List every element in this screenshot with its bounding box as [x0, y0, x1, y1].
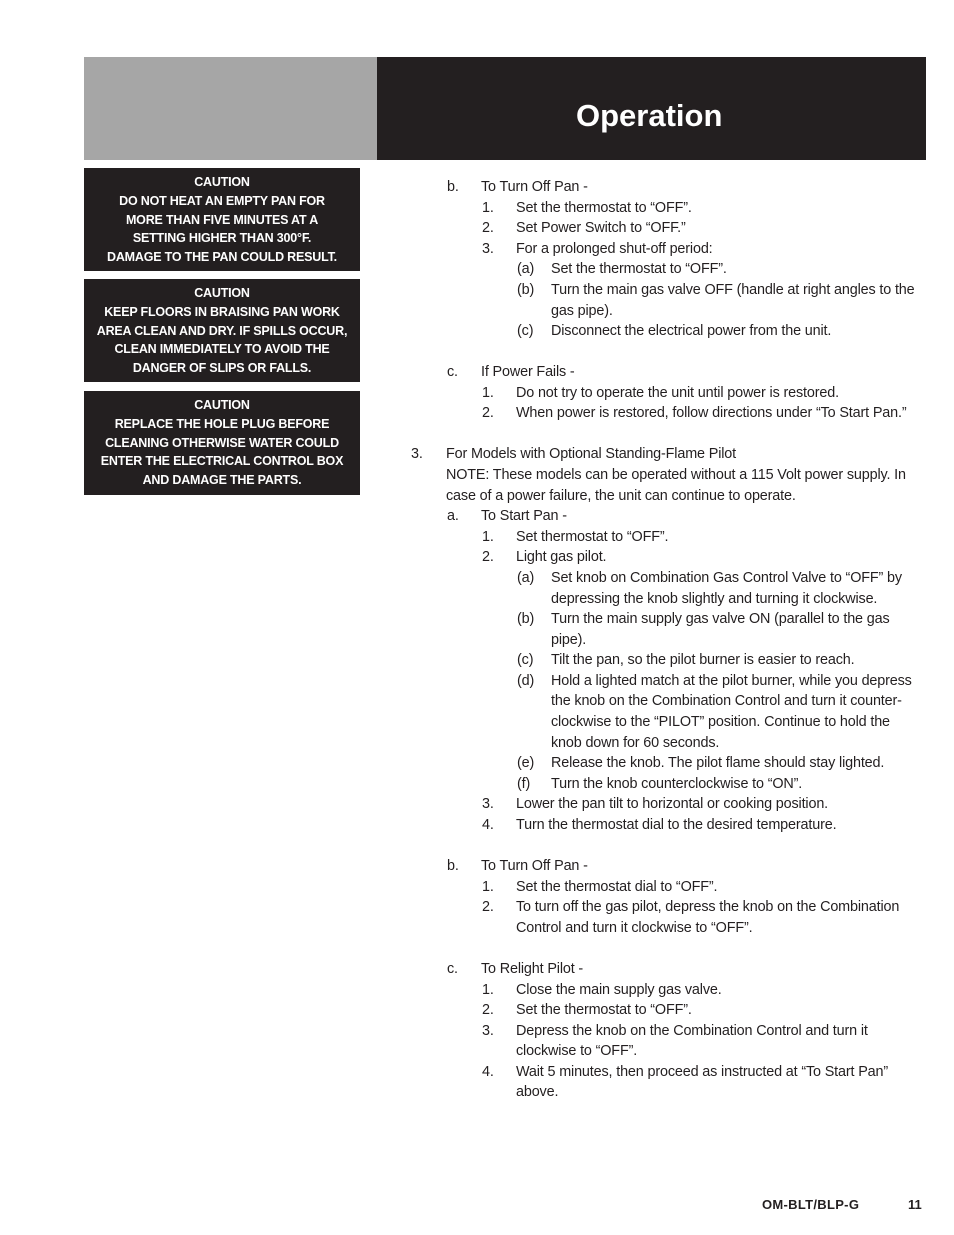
instruction-line: Turn the thermostat dial to the desired temperature. — [516, 817, 837, 833]
caution-line: CLEAN IMMEDIATELY TO AVOID THE — [114, 342, 330, 357]
instruction-line: Turn the main supply gas valve ON (parallel to the gas — [551, 611, 890, 627]
list-marker: 2. — [482, 405, 494, 421]
instruction-line: Light gas pilot. — [516, 549, 607, 565]
list-marker: c. — [447, 961, 458, 977]
list-marker: (b) — [517, 611, 535, 627]
list-marker: a. — [447, 508, 459, 524]
list-marker: 2. — [482, 220, 494, 236]
list-marker: b. — [447, 858, 459, 874]
instruction-line: above. — [516, 1084, 559, 1100]
instruction-line: Hold a lighted match at the pilot burner, while you depress — [551, 673, 912, 689]
instruction-line: Disconnect the electrical power from the unit. — [551, 323, 832, 339]
list-marker: 3. — [411, 446, 423, 462]
instruction-line: Close the main supply gas valve. — [516, 982, 722, 998]
instruction-line: knob down for 60 seconds. — [551, 735, 720, 751]
instruction-line: clockwise to the “PILOT” position. Continue to hold the — [551, 714, 890, 730]
caution-line: CLEANING OTHERWISE WATER COULD — [105, 435, 339, 450]
instruction-line: clockwise to “OFF”. — [516, 1043, 638, 1059]
list-marker: b. — [447, 179, 459, 195]
list-marker: 2. — [482, 899, 494, 915]
instruction-line: case of a power failure, the unit can continue to operate. — [446, 488, 796, 504]
caution-line: AND DAMAGE THE PARTS. — [142, 473, 302, 488]
instruction-line: Control and turn it clockwise to “OFF”. — [516, 920, 753, 936]
instruction-line: pipe). — [551, 632, 587, 648]
instruction-line: For Models with Optional Standing-Flame Pilot — [446, 446, 736, 462]
list-marker: (d) — [517, 673, 535, 689]
list-marker: 1. — [482, 200, 494, 216]
list-marker: 4. — [482, 817, 494, 833]
list-marker: (b) — [517, 282, 535, 298]
instruction-line: Turn the main gas valve OFF (handle at right angles to the — [551, 282, 915, 298]
instruction-line: For a prolonged shut-off period: — [516, 241, 713, 257]
list-marker: (a) — [517, 261, 535, 277]
list-marker: (c) — [517, 652, 534, 668]
list-marker: 1. — [482, 385, 494, 401]
list-marker: (f) — [517, 776, 531, 792]
list-marker: 3. — [482, 1023, 494, 1039]
list-marker: 2. — [482, 549, 494, 565]
instruction-line: Lower the pan tilt to horizontal or cooking position. — [516, 796, 829, 812]
instruction-line: NOTE: These models can be operated without a 115 Volt power supply. In — [446, 467, 906, 483]
caution-line: SETTING HIGHER THAN 300°F. — [132, 231, 312, 246]
instruction-line: Do not try to operate the unit until power is restored. — [516, 385, 839, 401]
instruction-line: the knob on the Combination Control and turn it counter- — [551, 693, 902, 709]
instruction-line: gas pipe). — [551, 303, 613, 319]
caution-line: AREA CLEAN AND DRY. IF SPILLS OCCUR, — [96, 323, 348, 338]
footer-doc-code: OM-BLT/BLP-G — [762, 1197, 860, 1212]
caution-line: DANGER OF SLIPS OR FALLS. — [132, 361, 312, 376]
list-marker: 1. — [482, 879, 494, 895]
instruction-line: Depress the knob on the Combination Control and turn it — [516, 1023, 868, 1039]
instruction-line: depressing the knob slightly and turning it clockwise. — [551, 591, 878, 607]
list-marker: c. — [447, 364, 458, 380]
instruction-line: Set the thermostat to “OFF”. — [551, 261, 727, 277]
list-marker: 3. — [482, 241, 494, 257]
caution-heading: CAUTION — [194, 286, 250, 300]
instruction-line: To turn off the gas pilot, depress the knob on the Combination — [516, 899, 900, 915]
instruction-line: Set the thermostat to “OFF”. — [516, 1002, 692, 1018]
list-marker: 4. — [482, 1064, 494, 1080]
instruction-line: To Turn Off Pan - — [481, 179, 588, 195]
instruction-line: Tilt the pan, so the pilot burner is easier to reach. — [551, 652, 855, 668]
instruction-line: Set thermostat to “OFF”. — [516, 529, 669, 545]
instruction-line: Set the thermostat dial to “OFF”. — [516, 879, 718, 895]
caution-line: REPLACE THE HOLE PLUG BEFORE — [114, 416, 330, 431]
instruction-line: Set knob on Combination Gas Control Valve to “OFF” by — [551, 570, 902, 586]
instruction-line: Turn the knob counterclockwise to “ON”. — [551, 776, 803, 792]
footer-page-number: 11 — [908, 1197, 922, 1212]
instruction-line: When power is restored, follow directions under “To Start Pan.” — [516, 405, 907, 421]
caution-heading: CAUTION — [194, 398, 250, 412]
caution-line: MORE THAN FIVE MINUTES AT A — [125, 212, 319, 227]
instruction-line: To Start Pan - — [481, 508, 567, 524]
instruction-line: Wait 5 minutes, then proceed as instructed at “To Start Pan” — [516, 1064, 888, 1080]
caution-line: KEEP FLOORS IN BRAISING PAN WORK — [104, 304, 340, 319]
instruction-line: To Turn Off Pan - — [481, 858, 588, 874]
instruction-line: Set Power Switch to “OFF.” — [516, 220, 686, 236]
instruction-line: Set the thermostat to “OFF”. — [516, 200, 692, 216]
list-marker: 2. — [482, 1002, 494, 1018]
instruction-line: If Power Fails - — [481, 364, 575, 380]
list-marker: 1. — [482, 982, 494, 998]
list-marker: 3. — [482, 796, 494, 812]
list-marker: (c) — [517, 323, 534, 339]
list-marker: (a) — [517, 570, 535, 586]
instruction-line: Release the knob. The pilot flame should stay lighted. — [551, 755, 885, 771]
caution-line: DAMAGE TO THE PAN COULD RESULT. — [107, 250, 337, 265]
list-marker: (e) — [517, 755, 535, 771]
page-title: Operation — [576, 98, 723, 133]
list-marker: 1. — [482, 529, 494, 545]
instruction-line: To Relight Pilot - — [481, 961, 584, 977]
caution-line: DO NOT HEAT AN EMPTY PAN FOR — [119, 193, 325, 208]
caution-line: ENTER THE ELECTRICAL CONTROL BOX — [100, 454, 344, 469]
caution-heading: CAUTION — [194, 175, 250, 189]
